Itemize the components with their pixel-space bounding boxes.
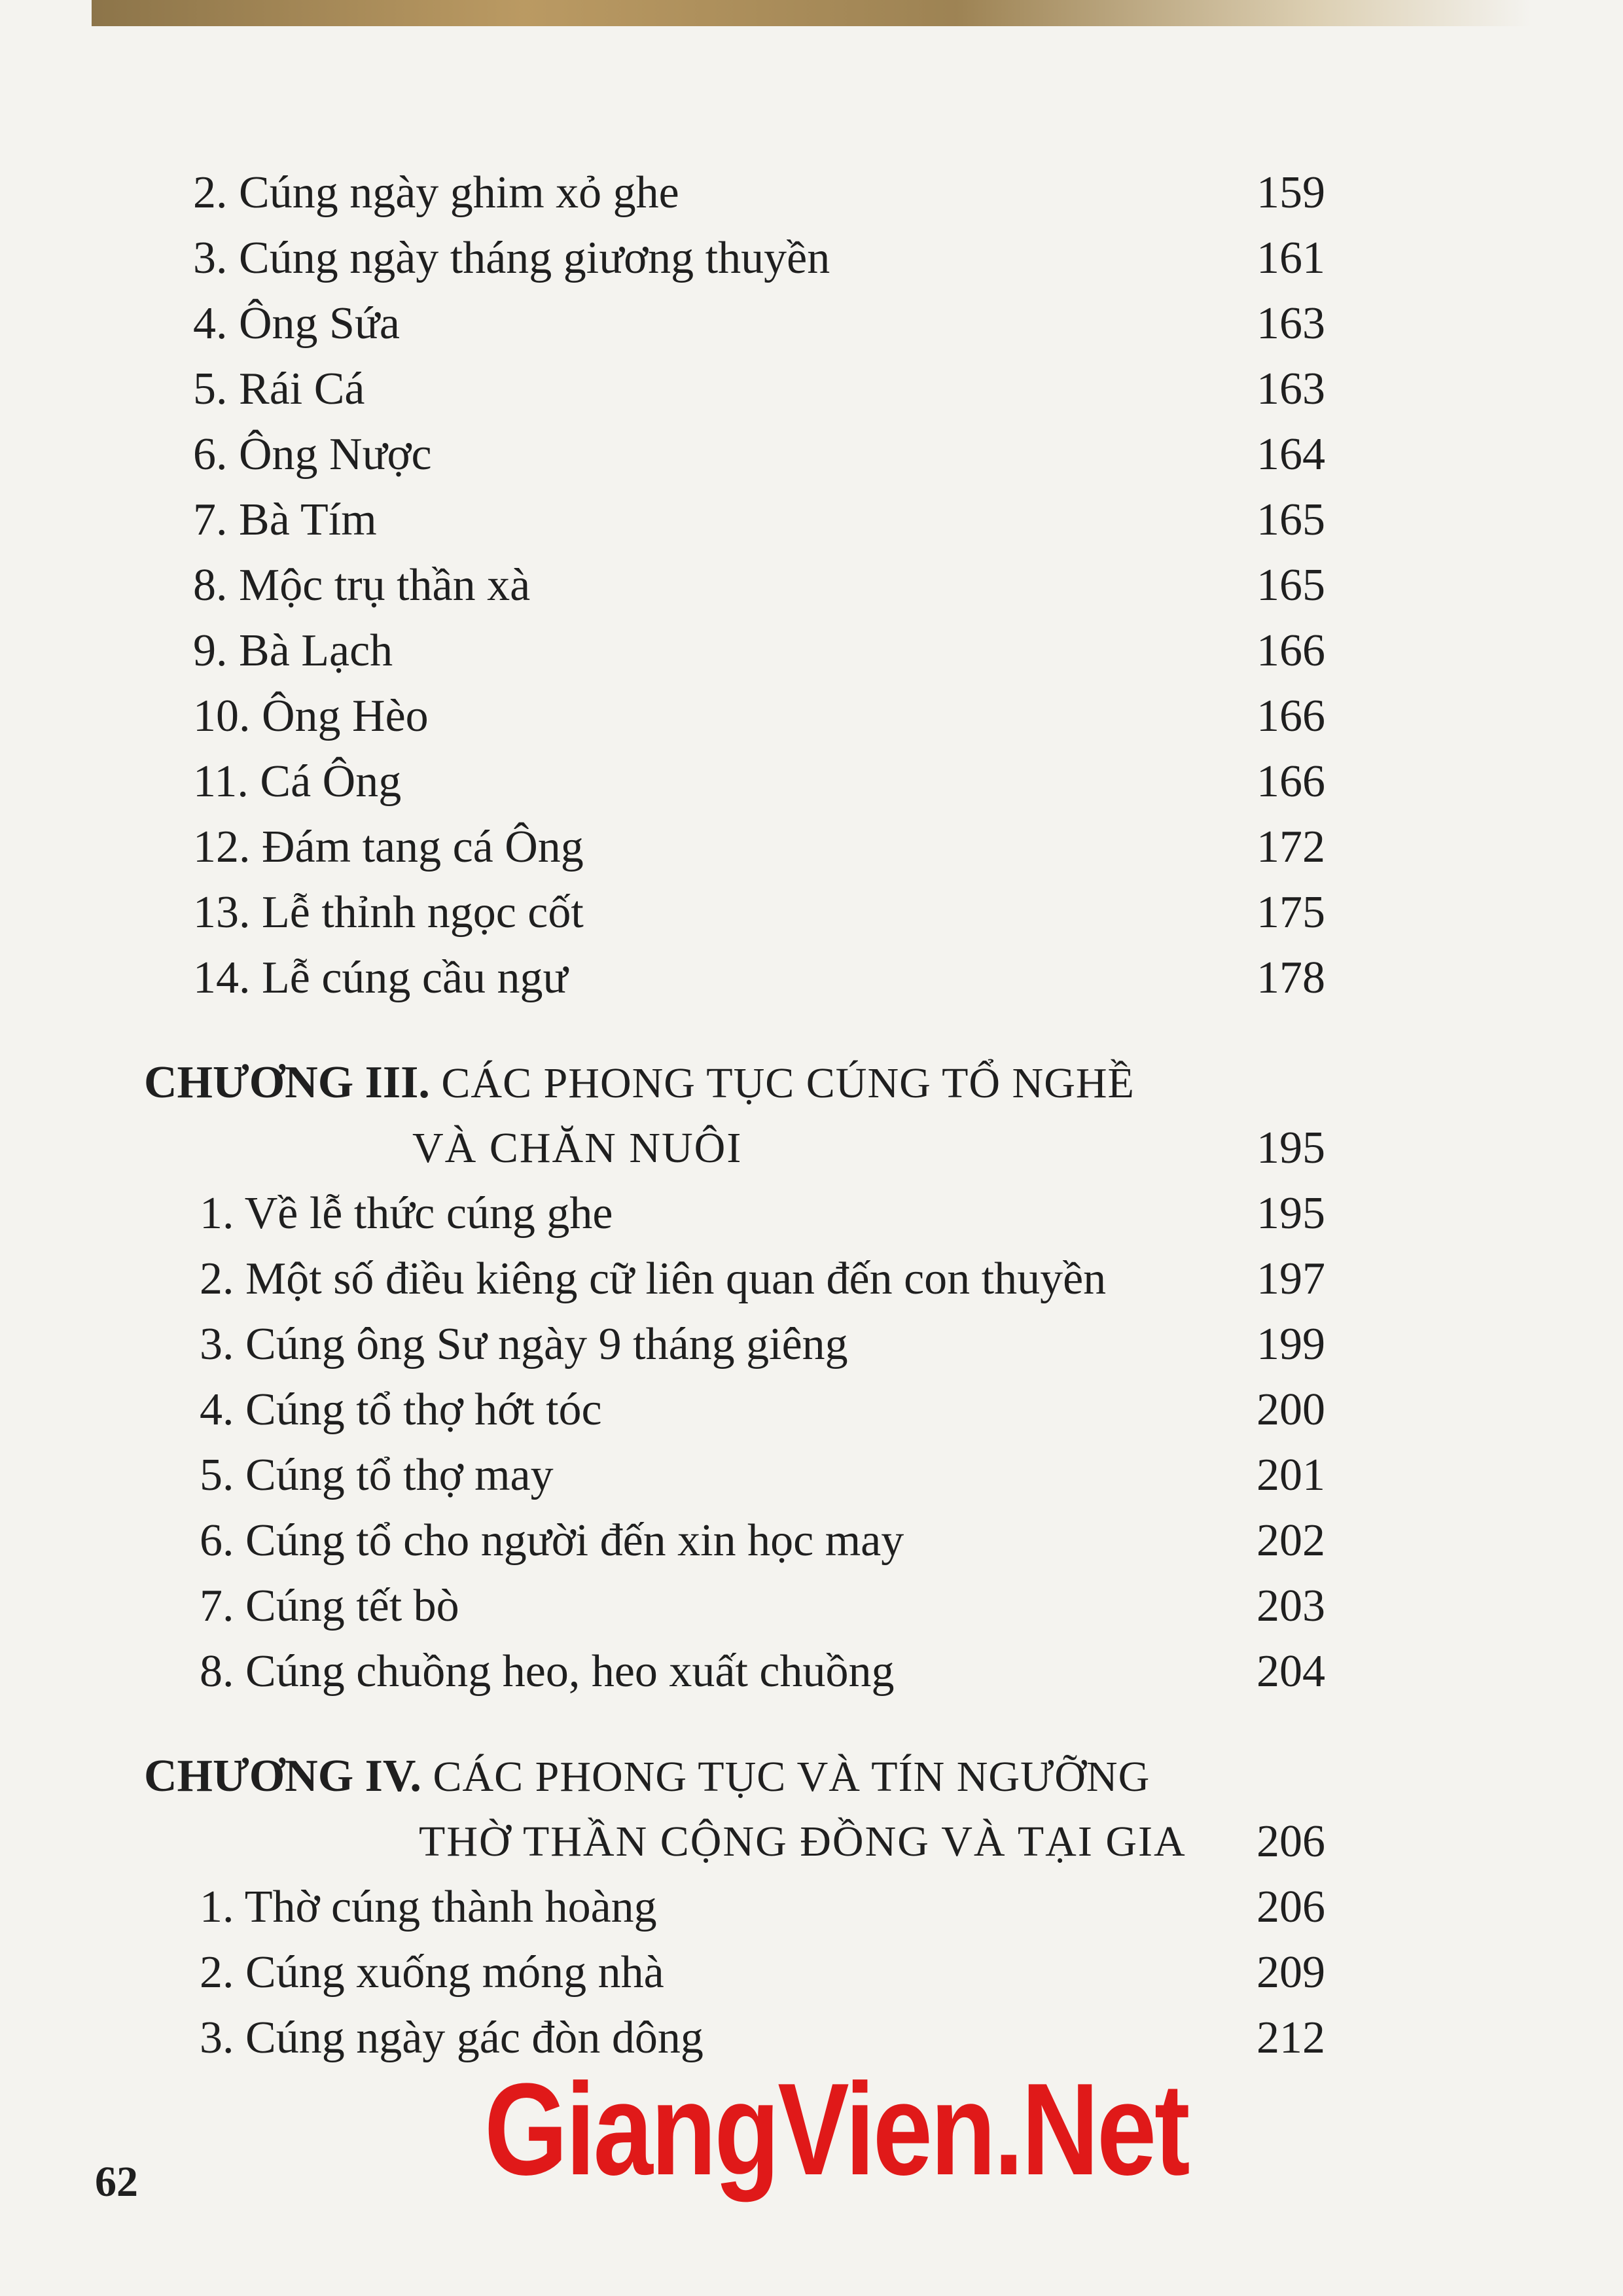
toc-entry-title: 2. Cúng ngày ghim xỏ ghe — [193, 168, 679, 218]
watermark-logo: GiangVien.Net — [484, 2057, 1188, 2202]
toc-entry-page: 197 — [1257, 1254, 1325, 1304]
chapter-title-line1: CÁC PHONG TỤC VÀ TÍN NGƯỠNG — [433, 1753, 1150, 1801]
toc-entry-title: 7. Bà Tím — [193, 495, 377, 545]
toc-entry-title: 1. Thờ cúng thành hoàng — [200, 1882, 657, 1932]
toc-entry-page: 206 — [1257, 1882, 1325, 1932]
toc-entry-title: 2. Một số điều kiêng cữ liên quan đến con thuyền — [200, 1254, 1107, 1304]
toc-entry-page: 202 — [1257, 1515, 1325, 1566]
toc-entry-page: 195 — [1257, 1188, 1325, 1239]
toc-entry-title: 10. Ông Hèo — [193, 691, 429, 741]
toc-entry — [0, 1636, 1623, 1708]
toc-entry — [0, 1439, 1623, 1511]
toc-entry-page: 212 — [1257, 2013, 1325, 2063]
toc-entry — [0, 746, 1623, 818]
toc-entry-title: 6. Cúng tổ cho người đến xin học may — [200, 1515, 904, 1566]
chapter-title-line1: CÁC PHONG TỤC CÚNG TỔ NGHỀ — [441, 1059, 1135, 1107]
page-number: 62 — [95, 2158, 138, 2206]
chapter-title-line2: VÀ CHĂN NUÔI — [412, 1124, 743, 1172]
page-top-edge — [92, 0, 1531, 26]
toc-entry-page: 201 — [1257, 1450, 1325, 1500]
toc-entry-title: 5. Rái Cá — [193, 364, 365, 414]
toc-entry-title: 8. Cúng chuồng heo, heo xuất chuồng — [200, 1646, 895, 1697]
toc-entry-page: 161 — [1257, 233, 1325, 283]
toc-entry-page: 166 — [1257, 626, 1325, 676]
toc-entry — [0, 1374, 1623, 1446]
toc-entry-page: 159 — [1257, 168, 1325, 218]
toc-entry-title: 11. Cá Ông — [193, 756, 402, 807]
toc-entry — [0, 1309, 1623, 1381]
toc-entry-page: 204 — [1257, 1646, 1325, 1697]
toc-entry — [0, 1243, 1623, 1315]
toc-entry-title: 13. Lễ thỉnh ngọc cốt — [193, 887, 584, 938]
toc-entry-page: 203 — [1257, 1581, 1325, 1631]
toc-entry-title: 9. Bà Lạch — [193, 626, 393, 676]
toc-entry — [0, 1871, 1623, 1943]
toc-entry — [0, 680, 1623, 752]
toc-entry-title: 2. Cúng xuống móng nhà — [200, 1947, 664, 1998]
toc-entry-title: 14. Lễ cúng cầu ngư — [193, 953, 568, 1003]
toc-entry-page: 209 — [1257, 1947, 1325, 1998]
toc-entry — [0, 222, 1623, 294]
chapter-heading-title — [144, 1047, 1135, 1120]
chapter-heading — [0, 1047, 1623, 1119]
toc-entry — [0, 353, 1623, 425]
toc-entry-title: 4. Ông Sứa — [193, 298, 400, 349]
chapter-heading-continued — [0, 1806, 1623, 1878]
toc-entry-page: 175 — [1257, 887, 1325, 938]
toc-entry — [0, 288, 1623, 360]
toc-entry — [0, 1937, 1623, 2009]
chapter-heading-continued — [0, 1112, 1623, 1184]
toc-entry — [0, 484, 1623, 556]
toc-entry-page: 172 — [1257, 822, 1325, 872]
chapter-title-line2: THỜ THẦN CỘNG ĐỒNG VÀ TẠI GIA — [419, 1818, 1186, 1865]
toc-entry — [0, 419, 1623, 491]
toc-entry-page: 199 — [1257, 1319, 1325, 1369]
toc-entry-page: 166 — [1257, 756, 1325, 807]
chapter-heading — [0, 1740, 1623, 1812]
toc-entry — [0, 157, 1623, 229]
toc-entry-page: 163 — [1257, 364, 1325, 414]
toc-entry-title: 1. Về lễ thức cúng ghe — [200, 1188, 613, 1239]
toc-entry-title: 4. Cúng tổ thợ hớt tóc — [200, 1385, 602, 1435]
toc-entry — [0, 1570, 1623, 1642]
toc-entry-title: 3. Cúng ông Sư ngày 9 tháng giêng — [200, 1319, 848, 1369]
toc-entry — [0, 1505, 1623, 1577]
toc-entry — [0, 1178, 1623, 1250]
toc-entry-title: 7. Cúng tết bò — [200, 1581, 459, 1631]
toc-entry-title: 6. Ông Nược — [193, 429, 432, 480]
chapter-label: CHƯƠNG IV. — [144, 1751, 421, 1801]
toc-entry — [0, 811, 1623, 883]
toc-entry-page: 163 — [1257, 298, 1325, 349]
toc-entry-page: 165 — [1257, 495, 1325, 545]
toc-entry — [0, 942, 1623, 1014]
toc-entry-page: 178 — [1257, 953, 1325, 1003]
toc-entry-title: 5. Cúng tổ thợ may — [200, 1450, 554, 1500]
toc-entry-page: 165 — [1257, 560, 1325, 610]
toc-entry — [0, 877, 1623, 949]
toc-entry — [0, 615, 1623, 687]
chapter-heading-title — [144, 1740, 1150, 1813]
chapter-page: 206 — [1257, 1816, 1325, 1867]
toc-entry-title: 8. Mộc trụ thần xà — [193, 560, 531, 610]
chapter-label: CHƯƠNG III. — [144, 1057, 430, 1108]
toc-entry-page: 200 — [1257, 1385, 1325, 1435]
chapter-page: 195 — [1257, 1123, 1325, 1173]
toc-entry-title: 3. Cúng ngày gác đòn dông — [200, 2013, 704, 2063]
toc-entry-page: 166 — [1257, 691, 1325, 741]
toc-entry-page: 164 — [1257, 429, 1325, 480]
toc-entry-title: 3. Cúng ngày tháng giương thuyền — [193, 233, 830, 283]
toc-entry-title: 12. Đám tang cá Ông — [193, 822, 584, 872]
toc-entry — [0, 550, 1623, 622]
